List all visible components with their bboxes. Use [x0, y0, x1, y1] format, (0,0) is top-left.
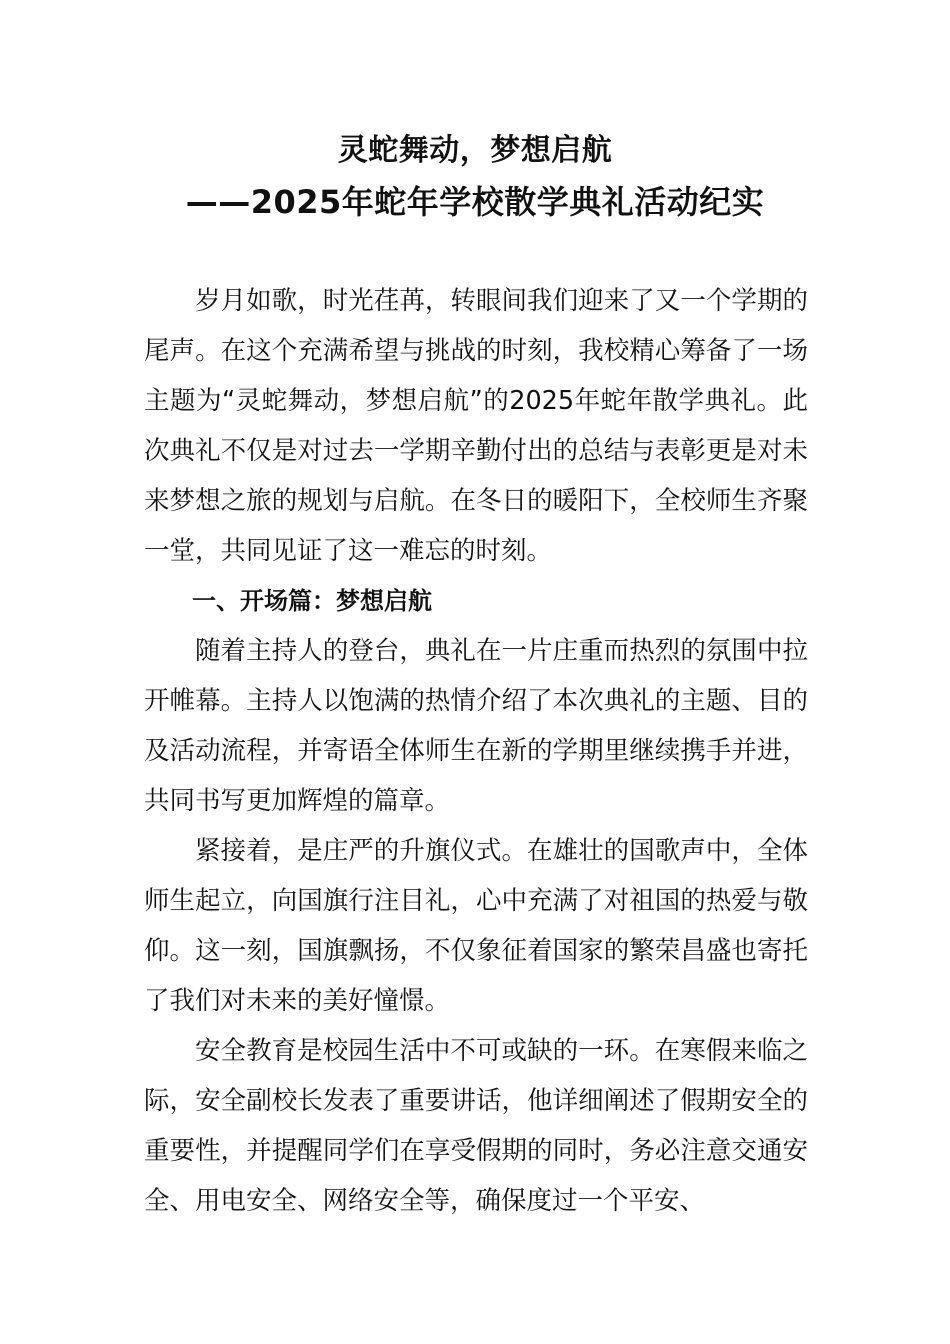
section-paragraph-1: 随着主持人的登台，典礼在一片庄重而热烈的氛围中拉开帷幕。主持人以饱满的热情介绍了本次典礼的主题、目的及活动流程，并寄语全体师生在新的学期里继续携手并进，共同书写更加辉煌的篇章。 [144, 636, 808, 816]
section-paragraph-2: 紧接着，是庄严的升旗仪式。在雄壮的国歌声中，全体师生起立，向国旗行注目礼，心中充满了对祖国的热爱与敬仰。这一刻，国旗飘扬，不仅象征着国家的繁荣昌盛也寄托了我们对未来的美好憧憬。 [144, 836, 808, 1016]
section-paragraph-3: 安全教育是校园生活中不可或缺的一环。在寒假来临之际，安全副校长发表了重要讲话，他详细阐述了假期安全的重要性，并提醒同学们在享受假期的同时，务必注意交通安全、用电安全、网络安全等，确保度过一个平安、 [144, 1036, 808, 1216]
document-subtitle: ——2025年蛇年学校散学典礼活动纪实 [185, 183, 765, 221]
document-title: 灵蛇舞动，梦想启航 [337, 133, 613, 168]
section-heading: 一、开场篇：梦想启航 [192, 587, 432, 615]
document-body [144, 276, 808, 1226]
intro-paragraph: 岁月如歌，时光荏苒，转眼间我们迎来了又一个学期的尾声。在这个充满希望与挑战的时刻，我校精心筹备了一场主题为“灵蛇舞动，梦想启航”的2025年蛇年散学典礼。此次典礼不仅是对过去一学期辛勤付出的总结与表彰更是对未来梦想之旅的规划与启航。在冬日的暖阳下，全校师生齐聚一堂，共同见证了这一难忘的时刻。 [144, 286, 808, 566]
